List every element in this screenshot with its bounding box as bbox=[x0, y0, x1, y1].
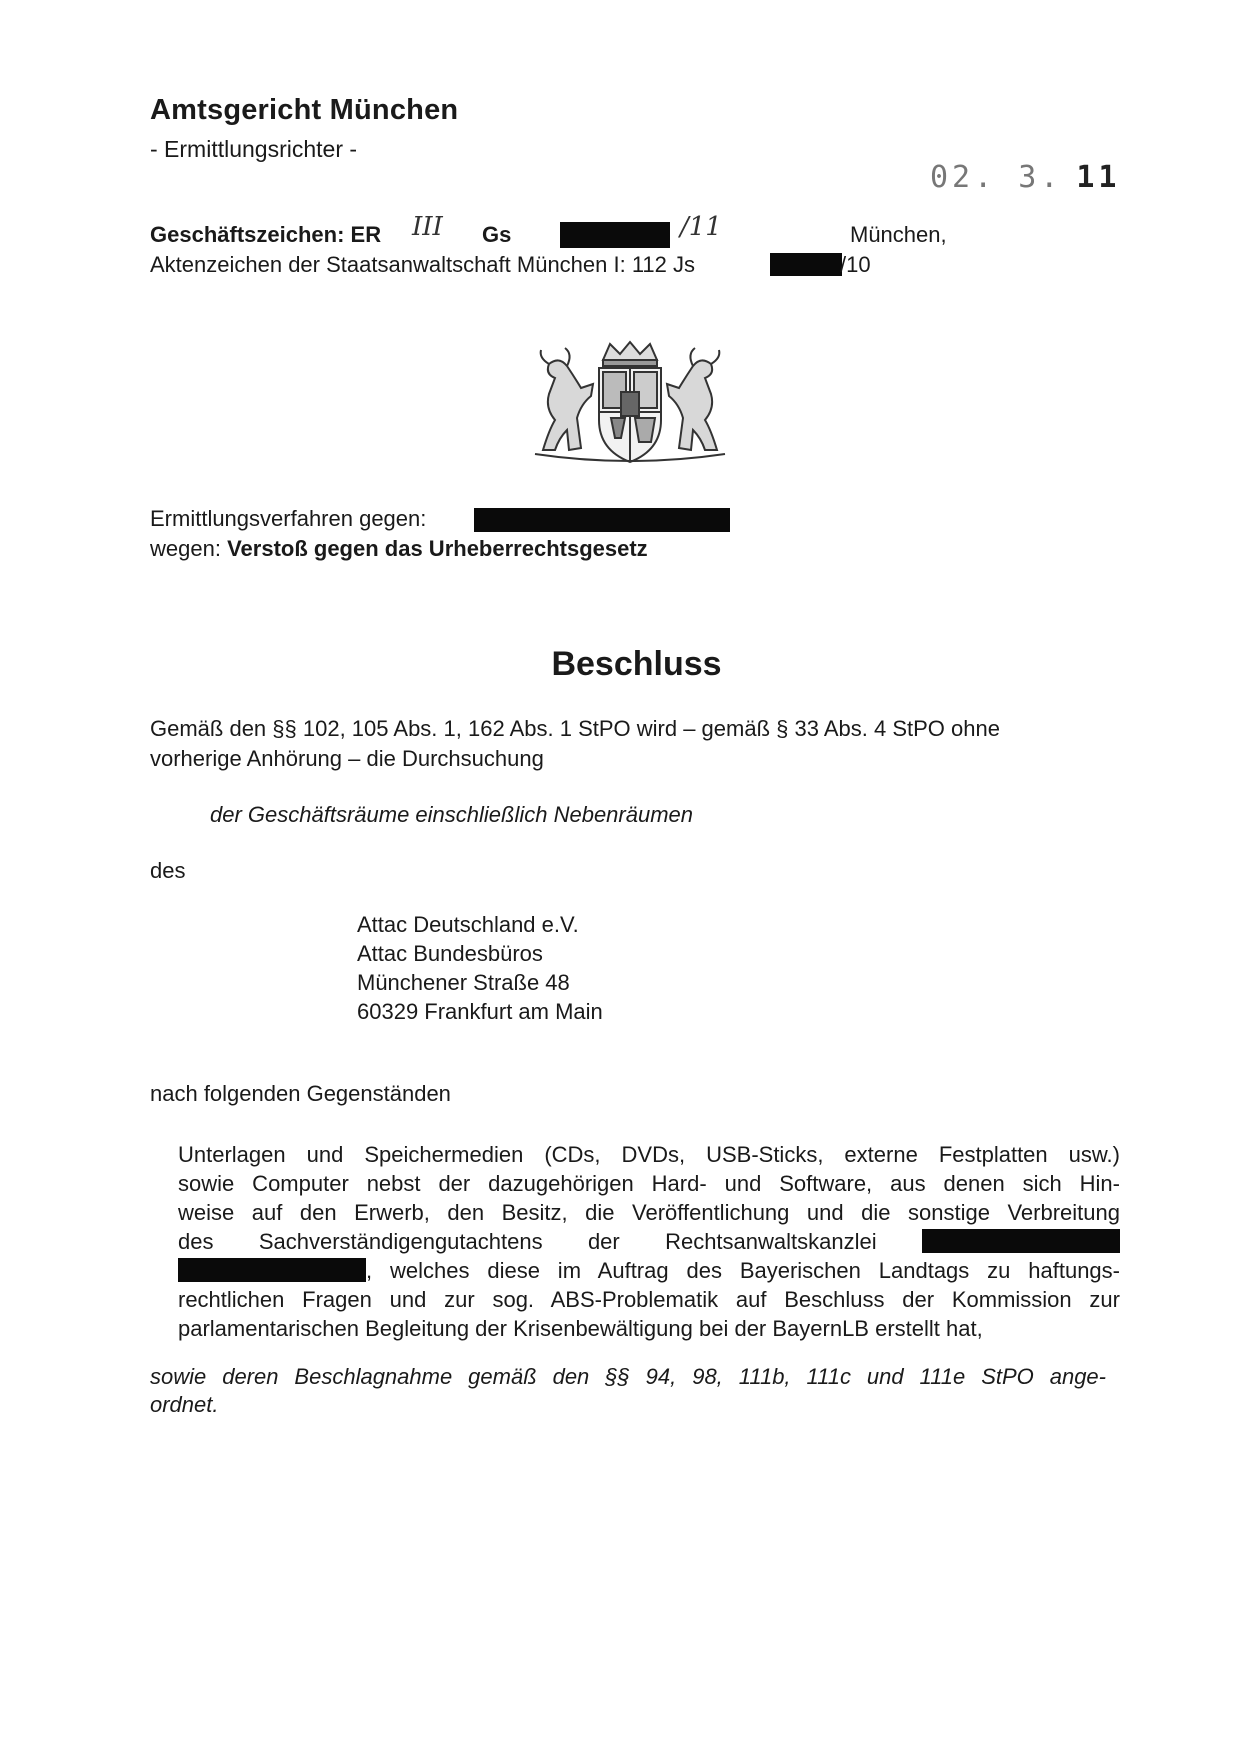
items-line-5-text: , welches diese im Auftrag des Bayerischen Landtags zu haftungs- bbox=[366, 1258, 1120, 1283]
closing-line-2: ordnet. bbox=[150, 1392, 219, 1417]
decision-title: Beschluss bbox=[551, 645, 722, 683]
closing-line-1: sowie deren Beschlagnahme gemäß den §§ 94, 98, 111b, 111c und 111e StPO ange- bbox=[150, 1364, 1106, 1389]
items-paragraph bbox=[178, 1140, 1120, 1343]
items-line-4-des: des bbox=[178, 1229, 214, 1254]
items-line-5 bbox=[178, 1256, 1120, 1285]
proceedings-against-label: Ermittlungsverfahren gegen: bbox=[150, 506, 427, 531]
address-line-city: 60329 Frankfurt am Main bbox=[357, 999, 603, 1024]
stamp-year: 11 bbox=[1076, 160, 1121, 195]
redaction-bar-law-firm-2 bbox=[178, 1258, 366, 1282]
search-premises: der Geschäftsräume einschließlich Nebenräumen bbox=[210, 802, 694, 827]
items-line-4-expert-report: Sachverständigengutachtens bbox=[258, 1229, 543, 1254]
items-intro: nach folgenden Gegenständen bbox=[150, 1081, 451, 1106]
prosecutor-file-year: /10 bbox=[840, 252, 871, 277]
items-line-6: rechtlichen Fragen und zur sog. ABS-Problematik auf Beschluss der Kommission zur bbox=[178, 1287, 1120, 1312]
city-date-line: München, bbox=[850, 222, 947, 247]
reference-handwritten-chamber: III bbox=[412, 212, 443, 242]
coat-of-arms-icon bbox=[515, 338, 745, 468]
charge-line bbox=[150, 536, 648, 562]
items-line-4-der: der bbox=[587, 1229, 620, 1254]
reference-label: Geschäftszeichen: ER bbox=[150, 222, 382, 247]
legal-basis-line-2: vorherige Anhörung – die Durchsuchung bbox=[150, 746, 544, 771]
redaction-bar-prosecutor-ref bbox=[770, 253, 842, 276]
redaction-bar-reference bbox=[560, 222, 670, 248]
received-date-stamp bbox=[930, 160, 1121, 195]
legal-basis-line-1: Gemäß den §§ 102, 105 Abs. 1, 162 Abs. 1 StPO wird – gemäß § 33 Abs. 4 StPO ohne bbox=[150, 716, 1000, 741]
of-the-label: des bbox=[150, 858, 186, 883]
address-line-office: Attac Bundesbüros bbox=[357, 941, 543, 966]
redaction-bar-accused bbox=[474, 508, 730, 532]
charge-label: wegen: bbox=[150, 536, 221, 561]
stamp-date: 02. 3. bbox=[930, 160, 1063, 195]
address-line-street: Münchener Straße 48 bbox=[357, 970, 570, 995]
prosecutor-file-number: Aktenzeichen der Staatsanwaltschaft München I: 112 Js bbox=[150, 252, 696, 277]
court-department: - Ermittlungsrichter - bbox=[150, 136, 358, 162]
items-line-4 bbox=[178, 1227, 1120, 1256]
items-line-7: parlamentarischen Begleitung der Krisenbewältigung bei der BayernLB erstellt hat, bbox=[178, 1316, 983, 1341]
items-line-1: Unterlagen und Speichermedien (CDs, DVDs, USB-Sticks, externe Festplatten usw.) bbox=[178, 1142, 1120, 1167]
charge-text: Verstoß gegen das Urheberrechtsgesetz bbox=[227, 536, 648, 561]
reference-gs: Gs bbox=[482, 222, 512, 247]
items-line-3: weise auf den Erwerb, den Besitz, die Veröffentlichung und die sonstige Verbreitung bbox=[178, 1200, 1120, 1225]
reference-handwritten-year: /11 bbox=[680, 212, 722, 242]
address-line-org: Attac Deutschland e.V. bbox=[357, 912, 579, 937]
redaction-bar-law-firm-1 bbox=[922, 1229, 1120, 1253]
court-name: Amtsgericht München bbox=[150, 94, 459, 126]
items-line-2: sowie Computer nebst der dazugehörigen Hard- und Software, aus denen sich Hin- bbox=[178, 1171, 1120, 1196]
items-line-4-law-firm: Rechtsanwaltskanzlei bbox=[665, 1229, 877, 1254]
